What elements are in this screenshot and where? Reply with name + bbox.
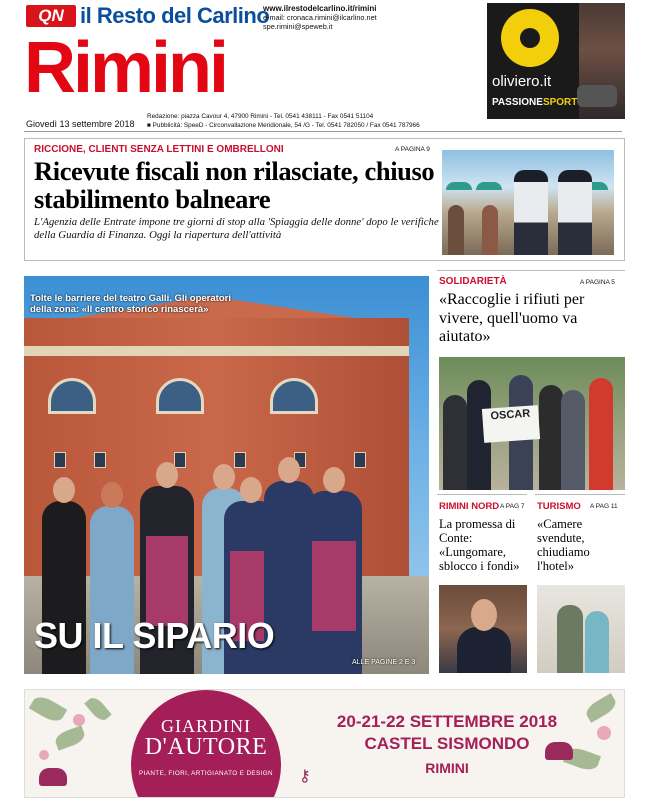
umbrella-shape <box>476 182 502 190</box>
apron <box>312 541 356 631</box>
website-link[interactable]: www.ilrestodelcarlino.it/rimini <box>263 4 377 13</box>
email-cronaca[interactable]: e-mail: cronaca.rimini@ilcarlino.net <box>263 13 377 22</box>
umbrella-shape <box>446 182 472 190</box>
column-divider <box>437 270 625 271</box>
elephant-icon <box>39 768 67 786</box>
solidarieta-page-ref: A PAGINA 5 <box>580 279 615 286</box>
column-divider <box>437 494 527 495</box>
ad-url: oliviero.it <box>492 73 552 90</box>
window <box>94 452 106 468</box>
leaf-decoration <box>53 725 87 750</box>
window <box>54 452 66 468</box>
rimini-nord-kicker: RIMINI NORD <box>439 501 500 512</box>
person-head <box>240 477 262 503</box>
ad-brand-line1: GIARDINI <box>161 716 251 736</box>
person-head <box>101 482 123 508</box>
crowd-person <box>443 395 467 490</box>
turismo-kicker: TURISMO <box>537 501 581 512</box>
apron <box>146 536 188 626</box>
ad-tag-yellow: SPORT <box>542 97 578 108</box>
face-shape <box>471 599 497 631</box>
brand-name: il Resto del Carlino <box>80 3 270 28</box>
suit-shape <box>457 627 511 673</box>
flower-decoration <box>39 750 49 760</box>
person-head <box>278 457 300 483</box>
person-head <box>156 462 178 488</box>
redazione-address: Redazione: piazza Cavour 4, 47900 Rimini - Tel. 0541 438111 - Fax 0541 51104 <box>147 113 374 120</box>
redazione-info <box>147 113 477 130</box>
conte-photo <box>439 585 527 673</box>
hotel-owners-photo <box>537 585 625 673</box>
rimini-nord-page-ref: A PAG 7 <box>500 503 525 510</box>
ad-tagline <box>492 97 577 108</box>
building-cornice <box>24 346 409 356</box>
person-head <box>323 467 345 493</box>
crowd-person <box>561 390 585 490</box>
flower-decoration <box>597 726 611 740</box>
crowd-person <box>589 378 613 490</box>
top-story-headline[interactable]: Ricevute fiscali non rilasciate, chiuso stabilimento balneare <box>34 156 435 214</box>
protest-sign: OSCAR <box>482 405 540 443</box>
turismo-page-ref: A PAG 11 <box>590 503 618 510</box>
main-photo-caption: Tolte le barriere del teatro Galli. Gli operatori della zona: «Il centro storico rinascerà» <box>30 293 231 315</box>
person-head <box>213 464 235 490</box>
main-photo-page-ref: ALLE PAGINE 2 E 3 <box>352 659 416 666</box>
ring-logo-icon <box>501 9 559 67</box>
woman-figure <box>585 611 609 673</box>
solidarieta-headline[interactable]: «Raccoglie i rifiuti per vivere, quell'uomo va aiutato» <box>439 291 585 345</box>
window <box>354 452 366 468</box>
pubblicita-info: ■ Pubblicità: SpeeD - Circonvallazione Meridionale, 54 /G - Tel. 0541 782050 / Fax 0541 787966 <box>147 121 420 129</box>
turismo-headline[interactable]: «Camere svendute, chiudiamo l'hotel» <box>537 517 590 573</box>
ad-brand-line2: D'AUTORE <box>144 734 268 760</box>
qn-logo: QN <box>26 5 76 27</box>
bystander-figure <box>448 205 464 255</box>
dumbbell-icon <box>577 85 617 107</box>
key-icon: ⚷ <box>299 766 311 785</box>
issue-date: Giovedì 13 settembre 2018 <box>26 119 135 129</box>
window <box>174 452 186 468</box>
column-divider <box>535 494 625 495</box>
flower-decoration <box>73 714 85 726</box>
contact-block <box>263 4 478 31</box>
masthead-divider <box>24 131 622 132</box>
top-story-subhead: L'Agenzia delle Entrate impone tre giorni di stop alla 'Spiaggia delle donne' dopo le verifiche della Guardia di Finanza. Oggi la riapertura dell'attività <box>34 216 439 241</box>
solidarieta-kicker: SOLIDARIETÀ <box>439 276 507 287</box>
main-headline[interactable]: SU IL SIPARIO <box>34 615 275 656</box>
edition-city: Rimini <box>24 28 227 108</box>
window <box>234 452 246 468</box>
ad-oliviero[interactable] <box>487 3 625 119</box>
crowd-person <box>539 385 563 490</box>
elephant-icon <box>545 742 573 760</box>
man-figure <box>557 605 583 673</box>
ad-event-city: RIMINI <box>425 760 469 776</box>
ad-giardini-dautore[interactable] <box>24 689 625 798</box>
top-story-kicker: RICCIONE, CLIENTI SENZA LETTINI E OMBRELLONI <box>34 144 284 155</box>
leaf-decoration <box>583 693 619 723</box>
officer-figure <box>558 170 592 255</box>
person-head <box>53 477 75 503</box>
top-story-page-ref: A PAGINA 9 <box>395 146 430 153</box>
leaf-decoration <box>84 695 111 724</box>
beach-police-photo <box>442 150 614 255</box>
leaf-decoration <box>29 693 67 726</box>
ad-event-dates: 20-21-22 SETTEMBRE 2018 <box>336 712 558 731</box>
ad-event-place: CASTEL SISMONDO <box>364 734 530 753</box>
ad-brand-tagline: PIANTE, FIORI, ARTIGIANATO E DESIGN <box>138 770 273 777</box>
ad-tag-white: PASSIONE <box>492 97 543 108</box>
email-spe[interactable]: spe.rimini@speweb.it <box>263 22 333 31</box>
staff-person <box>306 491 362 674</box>
crowd-photo <box>439 357 625 490</box>
officer-figure <box>514 170 548 255</box>
bystander-figure <box>482 205 498 255</box>
rimini-nord-headline[interactable]: La promessa di Conte: «Lungomare, sblocco i fondi» <box>439 517 520 573</box>
